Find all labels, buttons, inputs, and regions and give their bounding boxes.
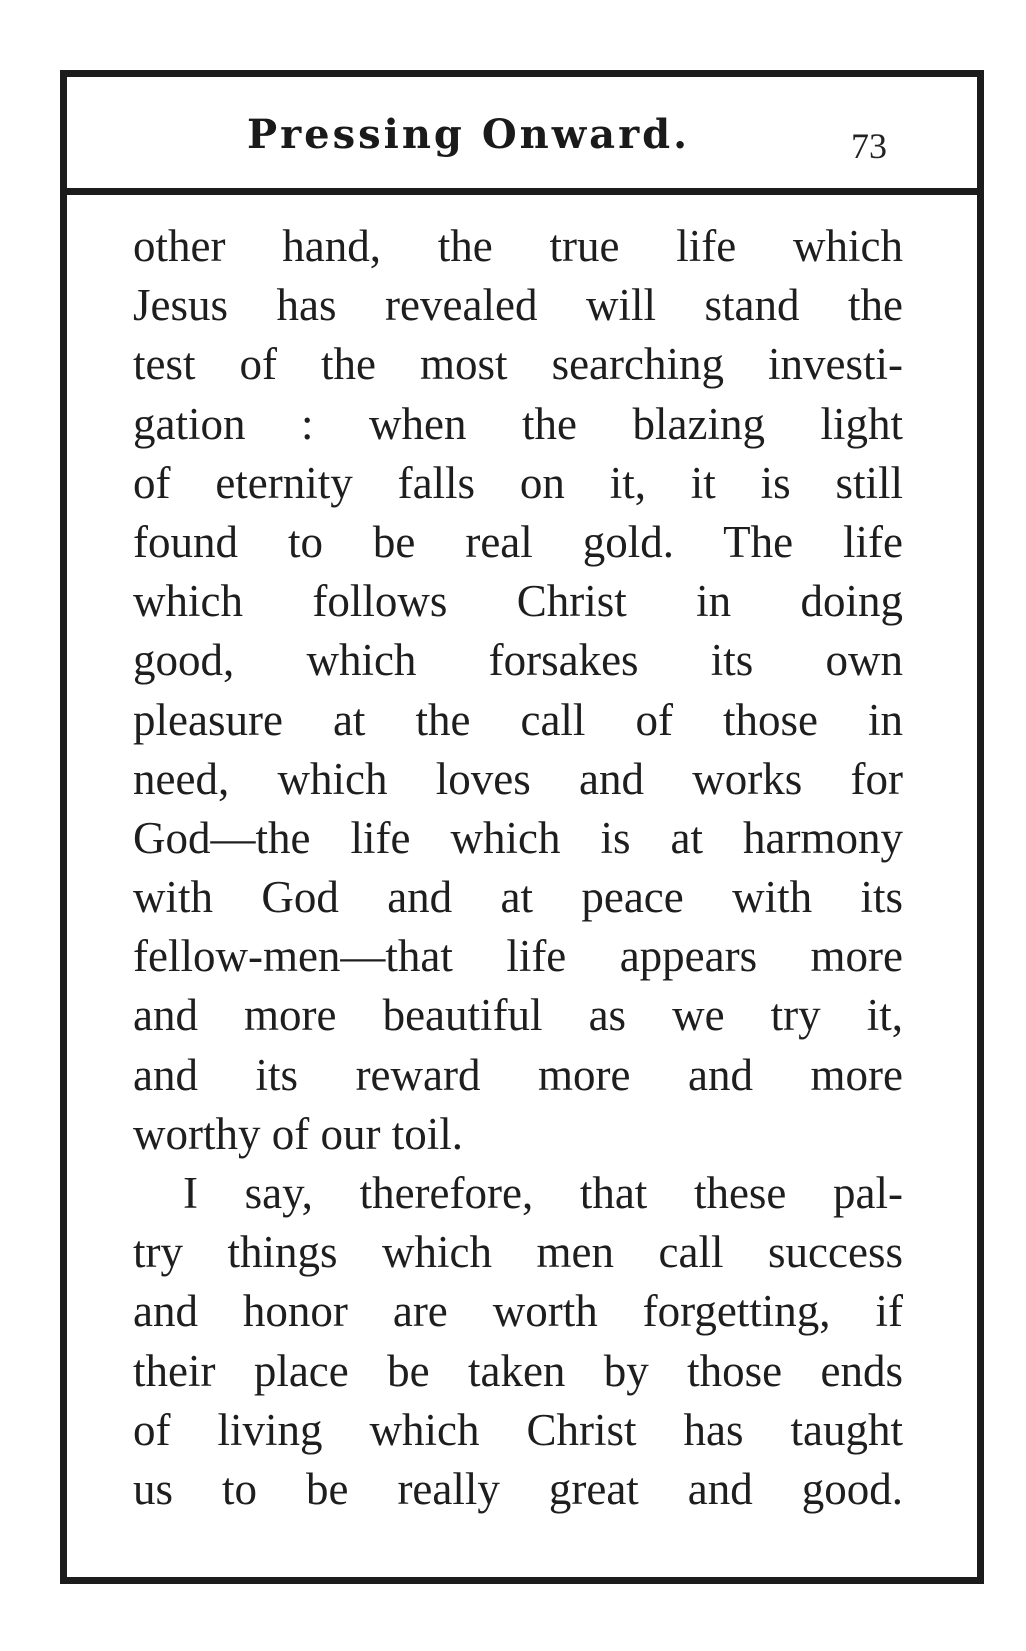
paragraph-start-line: I say, therefore, that these pal-: [183, 1168, 903, 1218]
text-line: found to be real gold. The life: [133, 516, 903, 567]
text-line: of living which Christ has taught: [133, 1404, 903, 1455]
text-line: God—the life which is at harmony: [133, 812, 903, 863]
page-frame: [60, 70, 984, 1584]
running-header: [67, 77, 977, 195]
page-number: 73: [851, 126, 887, 166]
text-line: of eternity falls on it, it is still: [133, 457, 903, 508]
body-text: [133, 217, 903, 1519]
text-line: fellow-men—that life appears more: [133, 931, 903, 982]
paragraph-end-line: worthy of our toil.: [133, 1108, 463, 1159]
text-line: gation : when the blazing light: [133, 398, 903, 449]
text-line: try things which men call success: [133, 1227, 903, 1278]
text-line: good, which forsakes its own: [133, 635, 903, 686]
running-title: Pressing Onward.: [247, 111, 691, 158]
text-line: us to be really great and good.: [133, 1463, 903, 1514]
text-line: with God and at peace with its: [133, 872, 903, 923]
text-line: pleasure at the call of those in: [133, 694, 903, 745]
text-line: Jesus has revealed will stand the: [133, 280, 903, 331]
text-line: need, which loves and works for: [133, 753, 903, 804]
text-line: which follows Christ in doing: [133, 576, 903, 627]
text-line: their place be taken by those ends: [133, 1345, 903, 1396]
text-line: and honor are worth forgetting, if: [133, 1286, 903, 1337]
text-line: other hand, the true life which: [133, 221, 903, 271]
text-line: test of the most searching investi-: [133, 339, 903, 390]
text-line: and more beautiful as we try it,: [133, 990, 903, 1041]
text-line: and its reward more and more: [133, 1049, 903, 1100]
